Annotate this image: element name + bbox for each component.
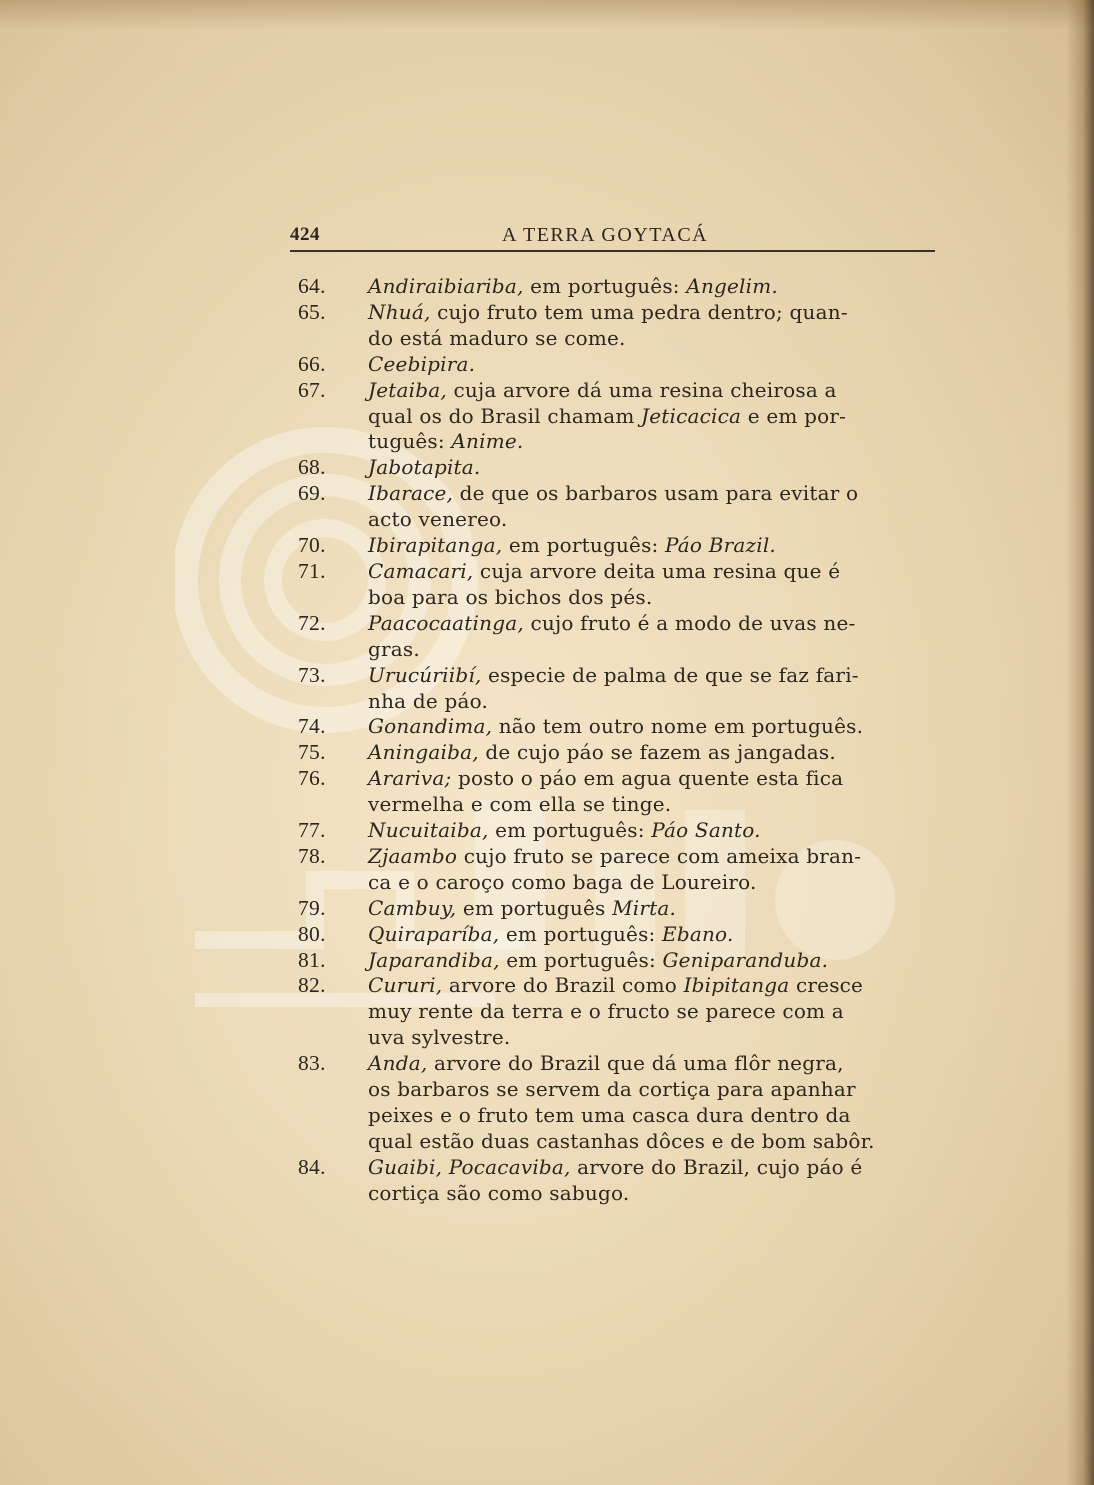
entry-text <box>368 352 943 378</box>
entry-number: 74. <box>298 714 326 739</box>
plain-text: arvore do Brazil que dá uma flôr negra, <box>427 1051 844 1076</box>
entry-number: 77. <box>298 818 326 843</box>
plain-text: acto venereo. <box>368 507 508 532</box>
entry-line <box>368 352 943 378</box>
italic-term: Guaibi, Pocacaviba, <box>368 1154 571 1179</box>
italic-term: Quiraparíba, <box>368 921 500 946</box>
plain-text: cujo fruto tem uma pedra dentro; quan- <box>430 299 848 324</box>
entry-number: 78. <box>298 843 326 868</box>
plain-text: qual estão duas castanhas dôces e de bom sabôr. <box>368 1128 875 1153</box>
entry-number: 71. <box>298 558 326 583</box>
entry-line <box>368 637 943 663</box>
entry-line <box>368 973 943 999</box>
entry-line <box>368 507 943 533</box>
entry-number: 81. <box>298 947 326 972</box>
plain-text: em português <box>456 895 613 920</box>
entry-line <box>368 274 943 300</box>
entry-item <box>298 455 943 481</box>
entry-text <box>368 1051 943 1155</box>
plain-text: em português: <box>502 533 666 558</box>
plain-text: cujo fruto é a modo de uvas ne- <box>523 610 856 635</box>
entry-text <box>368 378 943 456</box>
plain-text: cuja arvore dá uma resina cheirosa a <box>446 377 837 402</box>
entry-text <box>368 922 943 948</box>
entry-text <box>368 818 943 844</box>
plain-text: em português: <box>499 921 663 946</box>
italic-term: Geniparanduba. <box>662 947 829 972</box>
italic-term: Jetaiba, <box>368 377 447 402</box>
entry-item <box>298 1155 943 1207</box>
entry-text <box>368 455 943 481</box>
entry-number: 69. <box>298 481 326 506</box>
entry-item <box>298 663 943 715</box>
entry-line <box>368 1077 943 1103</box>
entry-item <box>298 896 943 922</box>
plain-text: em português: <box>499 947 663 972</box>
page-number: 424 <box>290 224 320 245</box>
entry-text <box>368 740 943 766</box>
plain-text: vermelha e com ella se tinge. <box>368 792 672 817</box>
entry-item <box>298 922 943 948</box>
entry-line <box>368 1051 943 1077</box>
entry-line <box>368 870 943 896</box>
entry-line <box>368 585 943 611</box>
entry-item <box>298 378 943 456</box>
plain-text: cuja arvore deita uma resina que é <box>473 558 841 583</box>
entry-number: 66. <box>298 351 326 376</box>
plain-text: qual os do Brasil chamam <box>368 403 642 428</box>
entry-number: 84. <box>298 1154 326 1179</box>
entry-text <box>368 481 943 533</box>
entry-item <box>298 274 943 300</box>
entry-text <box>368 300 943 352</box>
entry-line <box>368 300 943 326</box>
entry-line <box>368 1129 943 1155</box>
plain-text: posto o páo em agua quente esta fica <box>451 766 844 791</box>
entry-line <box>368 559 943 585</box>
entry-text <box>368 611 943 663</box>
entry-line <box>368 1181 943 1207</box>
entry-line <box>368 533 943 559</box>
italic-term: Nucuitaiba, <box>368 818 489 843</box>
italic-term: Camacari, <box>368 558 474 583</box>
italic-term: Arariva; <box>368 766 452 791</box>
entry-item <box>298 611 943 663</box>
plain-text: em português: <box>488 818 652 843</box>
italic-term: Jeticacica <box>641 403 742 428</box>
italic-term: Anime. <box>451 429 524 454</box>
italic-term: Ibarace, <box>368 481 454 506</box>
spine-shadow <box>1066 0 1094 1485</box>
italic-term: Nhuá, <box>368 299 431 324</box>
entry-line <box>368 714 943 740</box>
entry-number: 68. <box>298 455 326 480</box>
entry-text <box>368 533 943 559</box>
entry-number: 64. <box>298 274 326 298</box>
plain-text: especie de palma de que se faz fari- <box>481 662 859 687</box>
entry-item <box>298 740 943 766</box>
plain-text: cresce <box>789 973 864 998</box>
running-head <box>290 222 935 252</box>
entry-number: 80. <box>298 921 326 946</box>
entry-item <box>298 973 943 1051</box>
italic-term: Japarandiba, <box>368 947 500 972</box>
entry-item <box>298 818 943 844</box>
plain-text: do está maduro se come. <box>368 325 626 350</box>
plain-text: cortiça são como sabugo. <box>368 1180 630 1205</box>
entry-line <box>368 1025 943 1051</box>
italic-term: Ceebipira. <box>368 351 476 376</box>
running-title: A TERRA GOYTACÁ <box>502 224 709 246</box>
entry-line <box>368 611 943 637</box>
entry-text <box>368 844 943 896</box>
plain-text: em português: <box>523 274 687 298</box>
entry-item <box>298 559 943 611</box>
entry-line <box>368 922 943 948</box>
italic-term: Urucúriibí, <box>368 662 482 687</box>
entry-number: 70. <box>298 533 326 558</box>
entry-number: 73. <box>298 662 326 687</box>
plain-text: nha de páo. <box>368 688 489 713</box>
entry-number: 65. <box>298 299 326 324</box>
plain-text: de cujo páo se fazem as jangadas. <box>478 740 836 765</box>
plain-text: de que os barbaros usam para evitar o <box>453 481 859 506</box>
entry-number: 75. <box>298 740 326 765</box>
italic-term: Ibipitanga <box>683 973 790 998</box>
italic-term: Ibirapitanga, <box>368 533 503 558</box>
entry-text <box>368 559 943 611</box>
italic-term: Gonandima, <box>368 714 493 739</box>
plain-text: arvore do Brazil, cujo páo é <box>570 1154 863 1179</box>
entry-text <box>368 663 943 715</box>
plain-text: cujo fruto se parece com ameixa bran- <box>457 843 862 868</box>
entry-line <box>368 896 943 922</box>
entry-line <box>368 948 943 974</box>
entry-line <box>368 1103 943 1129</box>
italic-term: Anda, <box>368 1051 428 1076</box>
entry-item <box>298 766 943 818</box>
plain-text: muy rente da terra e o fructo se parece com a <box>368 999 844 1024</box>
entry-text <box>368 973 943 1051</box>
italic-term: Cururi, <box>368 973 443 998</box>
italic-term: Páo Brazil. <box>665 533 776 558</box>
entry-item <box>298 481 943 533</box>
plain-text: e em por- <box>741 403 847 428</box>
entry-text <box>368 896 943 922</box>
entry-line <box>368 792 943 818</box>
italic-term: Mirta. <box>612 895 677 920</box>
plain-text: os barbaros se servem da cortiça para apanhar <box>368 1077 856 1102</box>
italic-term: Jabotapita. <box>368 455 481 480</box>
italic-term: Páo Santo. <box>651 818 761 843</box>
entry-line <box>368 1155 943 1181</box>
entry-item <box>298 533 943 559</box>
entry-line <box>368 326 943 352</box>
top-edge-shadow <box>0 0 1094 30</box>
plain-text: peixes e o fruto tem uma casca dura dentro da <box>368 1103 851 1127</box>
italic-term: Paacocaatinga, <box>368 610 524 635</box>
plain-text: gras. <box>368 636 420 661</box>
entry-line <box>368 663 943 689</box>
entry-text <box>368 274 943 300</box>
italic-term: Cambuy, <box>368 895 457 920</box>
plain-text: boa para os bichos dos pés. <box>368 584 653 609</box>
plain-text: arvore do Brazil como <box>442 973 684 998</box>
entry-number: 82. <box>298 973 326 998</box>
plain-text: uva sylvestre. <box>368 1025 511 1050</box>
entry-number: 67. <box>298 377 326 402</box>
entry-line <box>368 378 943 404</box>
entry-text <box>368 948 943 974</box>
entry-line <box>368 455 943 481</box>
plain-text: ca e o caroço como baga de Loureiro. <box>368 869 757 894</box>
italic-term: Angelim. <box>686 274 778 298</box>
entry-list <box>298 274 943 1207</box>
entry-number: 79. <box>298 895 326 920</box>
italic-term: Aningaiba, <box>368 740 479 765</box>
entry-number: 72. <box>298 610 326 635</box>
entry-line <box>368 429 943 455</box>
plain-text: não tem outro nome em português. <box>492 714 864 739</box>
italic-term: Ebano. <box>662 921 734 946</box>
entry-text <box>368 714 943 740</box>
entry-line <box>368 740 943 766</box>
entry-item <box>298 714 943 740</box>
plain-text: tuguês: <box>368 429 452 454</box>
italic-term: Zjaambo <box>368 843 458 868</box>
entry-line <box>368 766 943 792</box>
entry-line <box>368 689 943 715</box>
entry-item <box>298 844 943 896</box>
entry-line <box>368 818 943 844</box>
entry-line <box>368 999 943 1025</box>
entry-item <box>298 1051 943 1155</box>
italic-term: Andiraibiariba, <box>368 274 524 298</box>
entry-line <box>368 481 943 507</box>
entry-number: 83. <box>298 1051 326 1076</box>
entry-line <box>368 844 943 870</box>
entry-text <box>368 766 943 818</box>
entry-text <box>368 1155 943 1207</box>
entry-number: 76. <box>298 766 326 791</box>
entry-item <box>298 300 943 352</box>
entry-line <box>368 404 943 430</box>
entry-item <box>298 948 943 974</box>
entry-item <box>298 352 943 378</box>
